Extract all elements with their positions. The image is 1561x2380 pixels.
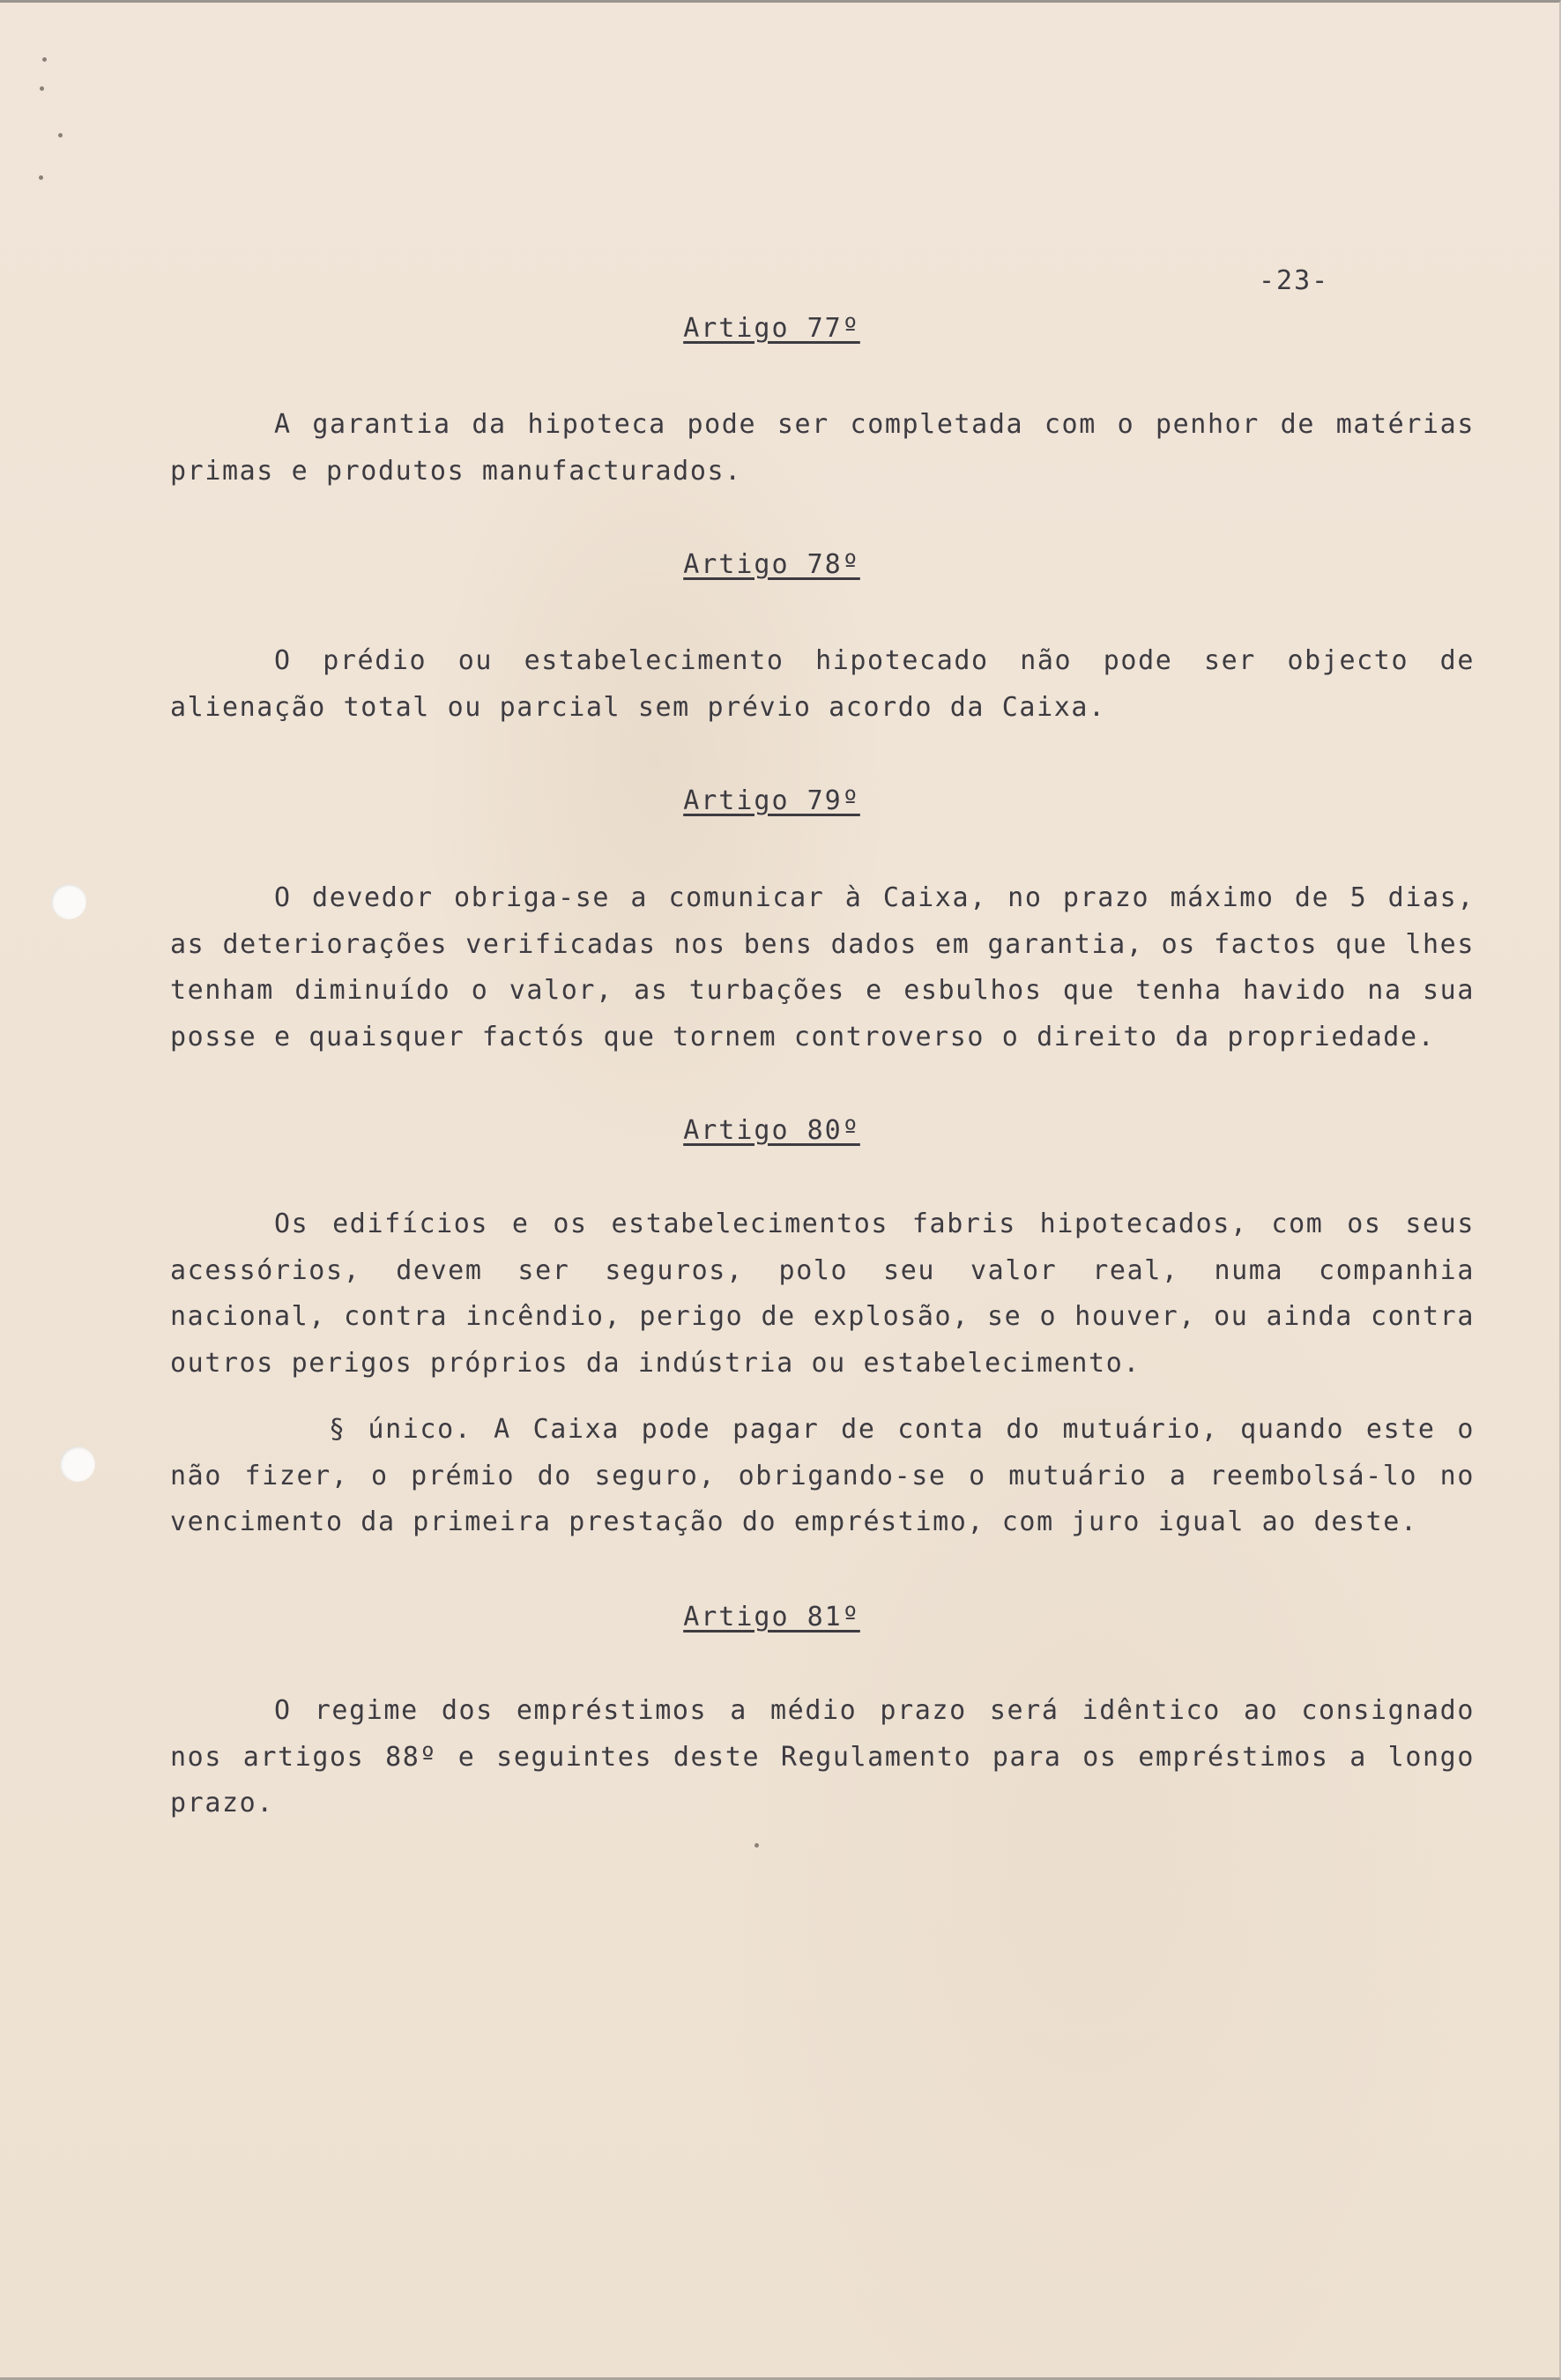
paper-speck (42, 57, 47, 62)
article-77-paragraph: A garantia da hipoteca pode ser completada com o penhor de matérias primas e produtos manufacturados. (170, 409, 1475, 487)
article-80-paragraph: Os edifícios e os estabelecimentos fabris hipotecados, com os seus acessórios, devem ser seguros, polo seu valor real, numa companhia nacional, contra incêndio, perigo de explosão, se o houver, ou ainda contra outros perigos próprios da indústria ou estabelecimento. (170, 1209, 1475, 1379)
paper-speck (40, 86, 44, 91)
article-77-heading: Artigo 77º (683, 313, 860, 344)
article-79-heading: Artigo 79º (683, 785, 860, 816)
article-78-heading: Artigo 78º (683, 549, 860, 580)
article-78-paragraph: O prédio ou estabelecimento hipotecado não pode ser objecto de alienação total ou parcial sem prévio acordo da Caixa. (170, 645, 1475, 723)
punch-hole-lower (60, 1447, 95, 1482)
paper-speck (39, 175, 43, 180)
article-80-sole-paragraph: § único. A Caixa pode pagar de conta do mutuário, quando este o não fizer, o prémio do seguro, obrigando-se o mutuário a reembolsá-lo no vencimento da primeira prestação do empréstimo, com juro igual ao deste. (170, 1414, 1475, 1537)
punch-hole-upper (51, 884, 86, 919)
paper-speck (754, 1843, 759, 1848)
article-79-paragraph: O devedor obriga-se a comunicar à Caixa, no prazo máximo de 5 dias, as deteriorações verificadas nos bens dados em garantia, os factos que lhes tenham diminuído o valor, as turbações e esbulhos que tenha havido na sua posse e quaisquer factós que tornem controverso o direito da propriedade. (170, 882, 1475, 1052)
article-81-heading: Artigo 81º (683, 1602, 860, 1633)
article-81-paragraph: O regime dos empréstimos a médio prazo será idêntico ao consignado nos artigos 88º e seguintes deste Regulamento para os empréstimos a longo prazo. (170, 1695, 1475, 1818)
article-80-heading: Artigo 80º (683, 1115, 860, 1146)
page-number: -23- (1259, 265, 1330, 296)
paper-speck (58, 133, 63, 138)
